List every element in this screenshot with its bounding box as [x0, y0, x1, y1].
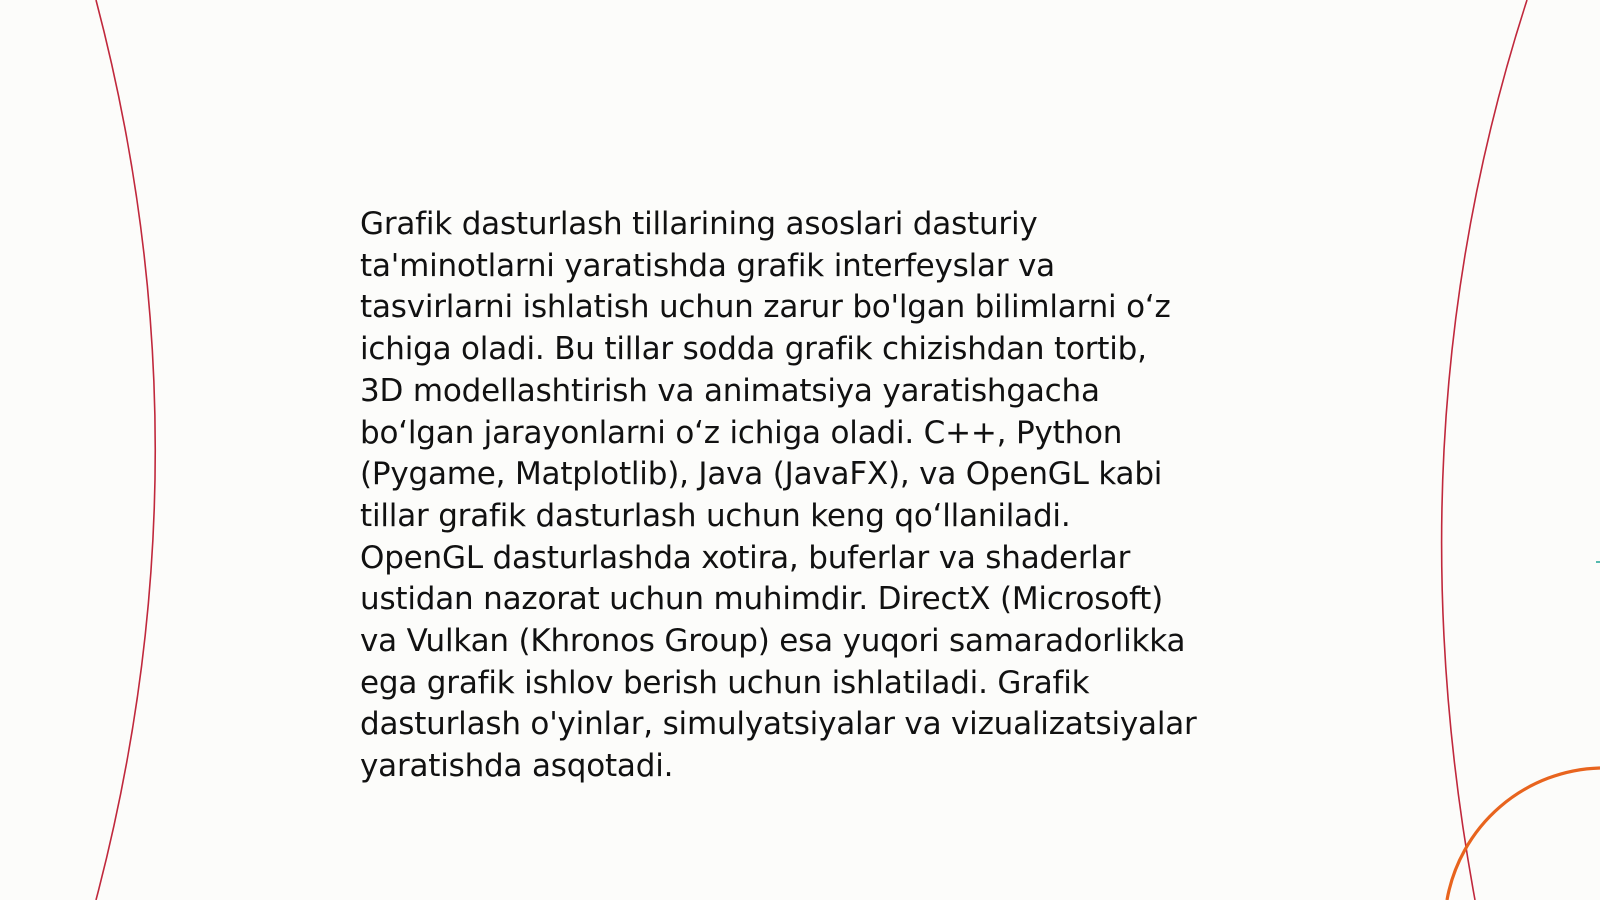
right-curve-line — [1442, 0, 1527, 900]
orange-accent-arc — [1447, 768, 1600, 900]
body-paragraph: Grafik dasturlash tillarining asoslari dasturiy ta'minotlarni yaratishda grafik interfeyslar va tasvirlarni ishlatish uchun zarur bo'lgan bilimlarni o‘z ichiga oladi. Bu tillar sodda grafik chizishdan tortib, 3D modellashtirish va animatsiya yaratishgacha bo‘lgan jarayonlarni o‘z ichiga oladi. C++, Python (Pygame, Matplotlib), Java (JavaFX), va OpenGL kabi tillar grafik dasturlash uchun keng qo‘llaniladi. OpenGL dasturlashda xotira, buferlar va shaderlar ustidan nazorat uchun muhimdir. DirectX (Microsoft) va Vulkan (Khronos Group) esa yuqori samaradorlikka ega grafik ishlov berish uchun ishlatiladi. Grafik dasturlash o'yinlar, simulyatsiyalar va vizualizatsiyalar yaratishda asqotadi. — [360, 206, 1197, 785]
left-curve-line — [96, 0, 155, 900]
